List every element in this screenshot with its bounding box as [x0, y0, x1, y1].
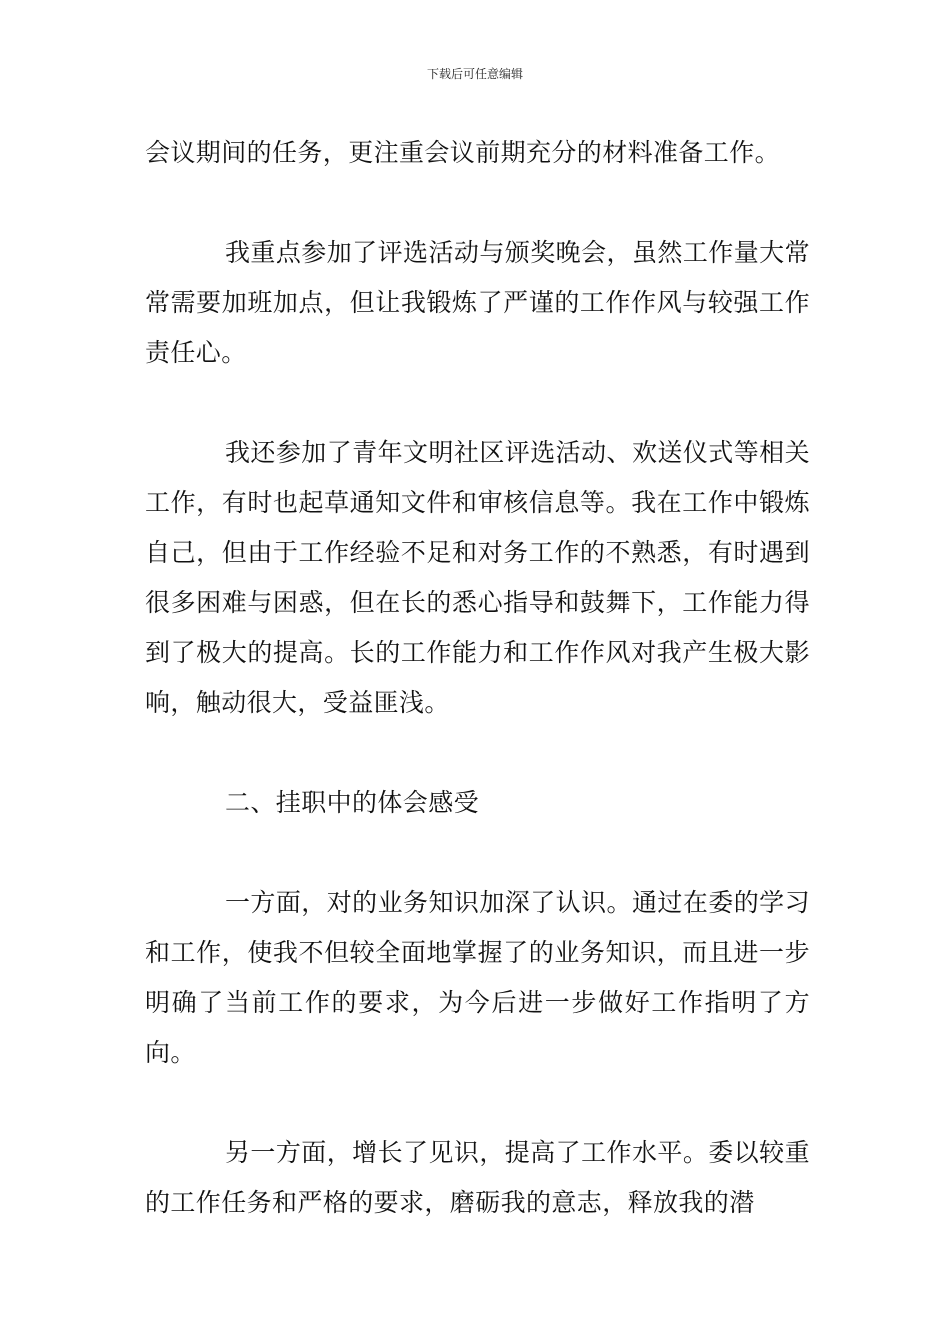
paragraph-2: 我重点参加了评选活动与颁奖晚会，虽然工作量大常常需要加班加点，但让我锻炼了严谨的工作作风与较强工作责任心。: [145, 238, 810, 367]
paragraph-3: 我还参加了青年文明社区评选活动、欢送仪式等相关工作，有时也起草通知文件和审核信息等。我在工作中锻炼自己，但由于工作经验不足和对务工作的不熟悉，有时遇到很多困难与困惑，但在长的悉心指导和鼓舞下，工作能力得到了极大的提高。长的工作能力和工作作风对我产生极大影响，触动很大，受益匪浅。: [145, 438, 810, 717]
page-header: 下载后可任意编辑: [426, 67, 523, 81]
paragraph-4: 一方面，对的业务知识加深了认识。通过在委的学习和工作，使我不但较全面地掌握了的业务知识，而且进一步明确了当前工作的要求，为今后进一步做好工作指明了方向。: [145, 888, 810, 1067]
paragraph-5: 另一方面，增长了见识，提高了工作水平。委以较重的工作任务和严格的要求，磨砺我的意志，释放我的潜: [145, 1138, 810, 1217]
section-heading: 二、挂职中的体会感受: [225, 788, 480, 817]
paragraph-1: 会议期间的任务，更注重会议前期充分的材料准备工作。: [145, 138, 781, 167]
document-body: [145, 128, 810, 1278]
